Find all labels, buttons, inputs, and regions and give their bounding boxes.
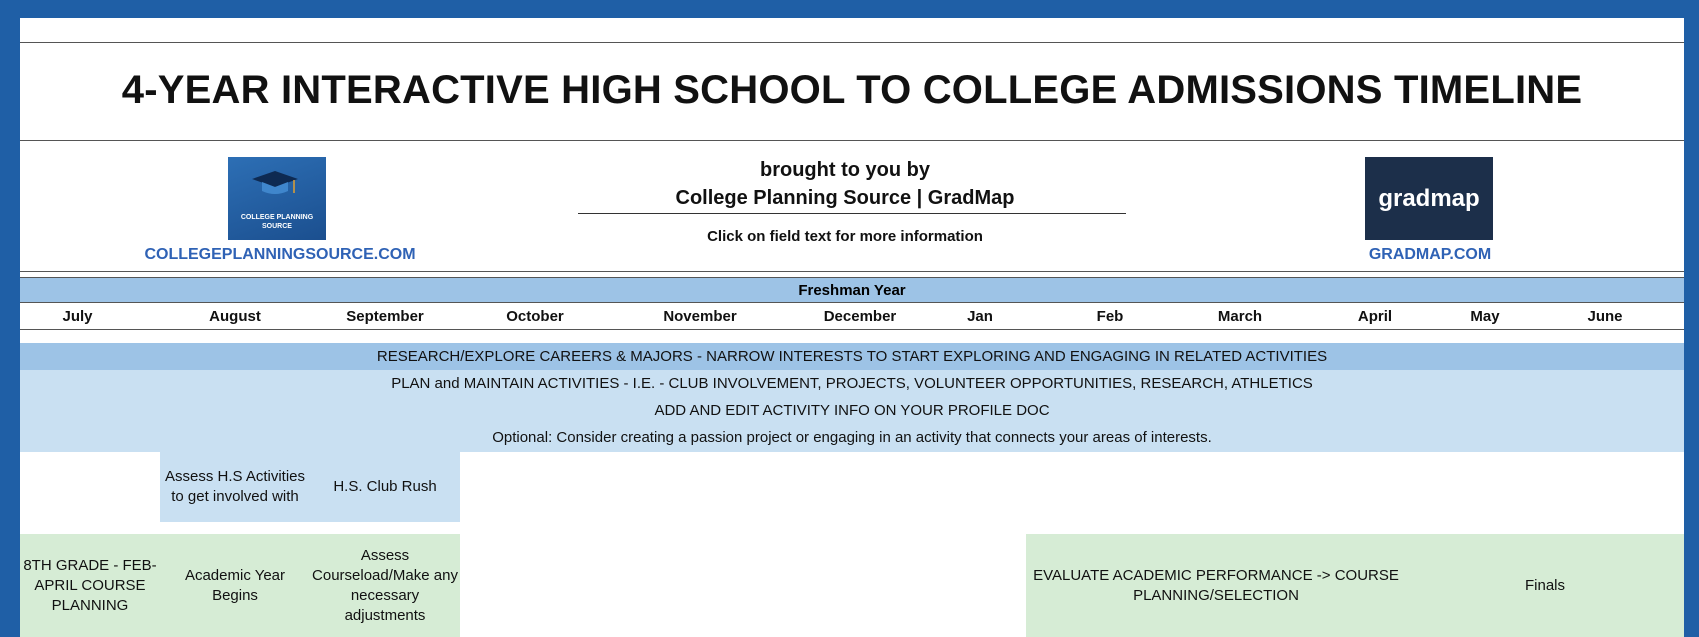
months-divider xyxy=(20,329,1684,330)
month-december: December xyxy=(823,308,897,325)
title-divider xyxy=(20,140,1684,141)
header-divider xyxy=(20,271,1684,272)
gradmap-link[interactable]: GRADMAP.COM xyxy=(1368,246,1492,263)
research-careers-band[interactable]: RESEARCH/EXPLORE CAREERS & MAJORS - NARROW INTERESTS TO START EXPLORING AND ENGAGING IN RELATED ACTIVITIES xyxy=(20,343,1684,370)
page-title: 4-YEAR INTERACTIVE HIGH SCHOOL TO COLLEGE ADMISSIONS TIMELINE xyxy=(121,68,1583,112)
optional-passion-project-band[interactable]: Optional: Consider creating a passion project or engaging in an activity that connects your areas of interests. xyxy=(20,424,1684,452)
freshman-year-bar: Freshman Year xyxy=(20,277,1684,303)
academic-year-begins-cell[interactable]: Academic Year Begins xyxy=(160,534,310,637)
finals-cell[interactable]: Finals xyxy=(1406,534,1684,637)
timeline-sheet xyxy=(20,18,1684,637)
college-planning-source-link[interactable]: COLLEGEPLANNINGSOURCE.COM xyxy=(144,246,416,263)
month-october: October xyxy=(506,308,564,325)
month-june: June xyxy=(1587,308,1623,325)
brought-by-label: brought to you by xyxy=(760,159,930,181)
month-april: April xyxy=(1357,308,1393,325)
month-jan: Jan xyxy=(967,308,993,325)
college-planning-source-logo[interactable] xyxy=(228,157,326,240)
month-may: May xyxy=(1470,308,1500,325)
month-september: September xyxy=(346,308,424,325)
add-edit-activity-band[interactable]: ADD AND EDIT ACTIVITY INFO ON YOUR PROFILE DOC xyxy=(20,397,1684,424)
plan-activities-band[interactable]: PLAN and MAINTAIN ACTIVITIES - I.E. - CLUB INVOLVEMENT, PROJECTS, VOLUNTEER OPPORTUNITIES, RESEARCH, ATHLETICS xyxy=(20,370,1684,397)
assess-hs-activities-cell[interactable]: Assess H.S Activities to get involved with xyxy=(160,452,310,522)
assess-courseload-cell[interactable]: Assess Courseload/Make any necessary adjustments xyxy=(310,534,460,637)
graduation-cap-icon xyxy=(250,169,300,199)
click-info-note: Click on field text for more information xyxy=(707,228,983,245)
sponsor-names: College Planning Source | GradMap xyxy=(675,187,1015,209)
evaluate-academic-performance-cell[interactable]: EVALUATE ACADEMIC PERFORMANCE -> COURSE PLANNING/SELECTION xyxy=(1026,534,1406,637)
sponsor-underline xyxy=(578,213,1126,214)
sponsor-heading xyxy=(570,156,1120,212)
eighth-grade-course-planning-cell[interactable]: 8TH GRADE - FEB-APRIL COURSE PLANNING xyxy=(20,534,160,637)
top-border xyxy=(20,42,1684,43)
month-july: July xyxy=(62,308,93,325)
month-feb: Feb xyxy=(1096,308,1124,325)
month-november: November xyxy=(663,308,737,325)
month-august: August xyxy=(209,308,261,325)
gradmap-logo[interactable]: gradmap xyxy=(1365,157,1493,240)
month-march: March xyxy=(1217,308,1263,325)
hs-club-rush-cell[interactable]: H.S. Club Rush xyxy=(310,452,460,522)
left-logo-text: COLLEGE PLANNING SOURCE xyxy=(240,214,314,230)
